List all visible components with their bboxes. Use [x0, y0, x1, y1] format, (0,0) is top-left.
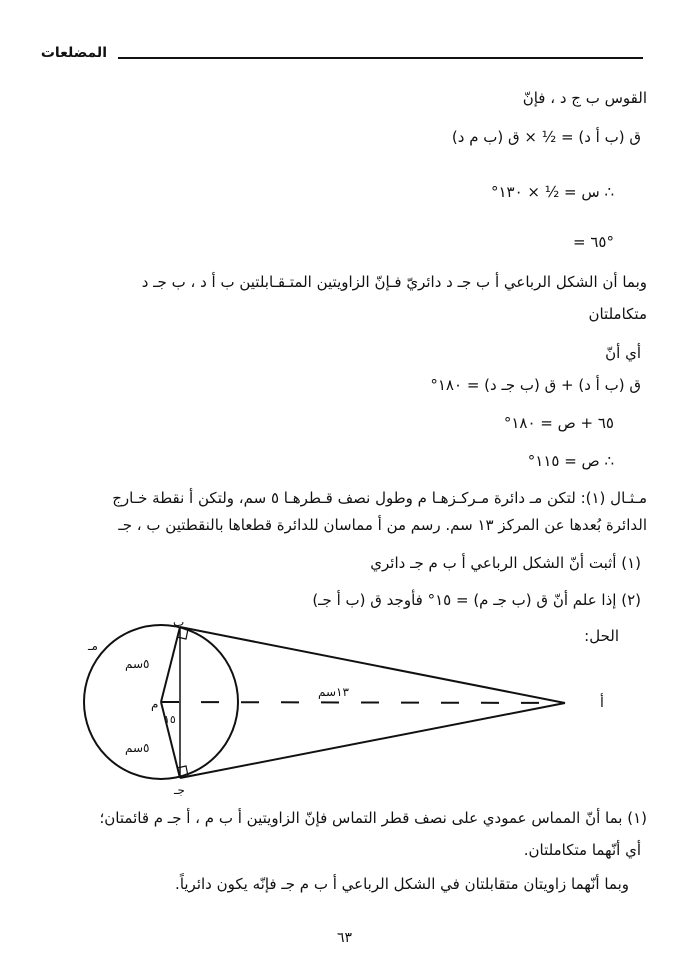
question-1: (١) أثبت أنّ الشكل الرباعي أ ب م جـ دائري: [370, 554, 641, 572]
question-2: (٢) إذا علم أنّ ق (ب جـ م) = ١٥° فأوجد ق (ب أ جـ): [312, 591, 641, 609]
example-statement-2: الدائرة بُعدها عن المركز ١٣ سم. رسم من أ مماسان للدائرة قطعاها بالنقطتين ب ، جـ: [118, 516, 647, 534]
equation-y: ٦٥ + ص = ١٨٠°: [503, 414, 614, 432]
solution-line-2: أي أنّهما متكاملتان.: [523, 841, 641, 859]
solution-line-3: وبما أنّهما زاويتان متقابلتان في الشكل الرباعي أ ب م جـ فإنّه يكون دائرياً.: [175, 875, 629, 893]
equation-supplementary: ق (ب أ د) + ق (ب جـ د) = ١٨٠°: [430, 376, 641, 394]
example-statement-1: مـثـال (١): لتكن مـ دائرة مـركـزهـا م وطول نصف قـطرهـا ٥ سم، ولتكن أ نقطة خـارج: [112, 489, 647, 507]
page-number: ٦٣: [336, 930, 353, 946]
label-circle: مـ: [88, 639, 98, 653]
label-radius-top: ٥سم: [125, 657, 150, 671]
equation-x: ∴ س = ½ × ١٣٠°: [490, 183, 614, 201]
text-line-5: وبما أن الشكل الرباعي أ ب جـ د دائريّ فـإنّ الزاويتين المتـقـابلتين ب أ د ، ب جـ د: [141, 273, 647, 291]
solution-line-1: (١) بما أنّ المماس عمودي على نصف قطر التماس فإنّ الزاويتين أ ب م ، أ جـ م قائمتان؛: [99, 809, 647, 827]
label-c: جـ: [174, 783, 185, 797]
equation-x-result: = ٦٥°: [573, 233, 614, 251]
text-line-1: القوس ب ج د ، فإنّ: [522, 89, 647, 107]
equation-y-result: ∴ ص = ١١٥°: [527, 452, 614, 470]
text-line-7: أي أنّ: [605, 344, 641, 362]
radius-mb: [161, 627, 180, 702]
label-radius-bottom: ٥سم: [125, 741, 150, 755]
chapter-title: المضلعات: [40, 45, 107, 61]
label-angle: ١٥: [164, 713, 176, 726]
equation-angle-relation: ق (ب أ د) = ½ × ق (ب م د): [451, 128, 641, 146]
label-distance: ١٣سم: [318, 685, 349, 699]
dashed-ma: [161, 702, 565, 703]
label-b: ب: [173, 615, 185, 629]
text-line-6: متكاملتان: [588, 305, 647, 323]
label-a: أ: [600, 695, 604, 711]
label-m: م: [151, 697, 159, 711]
solution-heading: الحل:: [584, 627, 619, 645]
